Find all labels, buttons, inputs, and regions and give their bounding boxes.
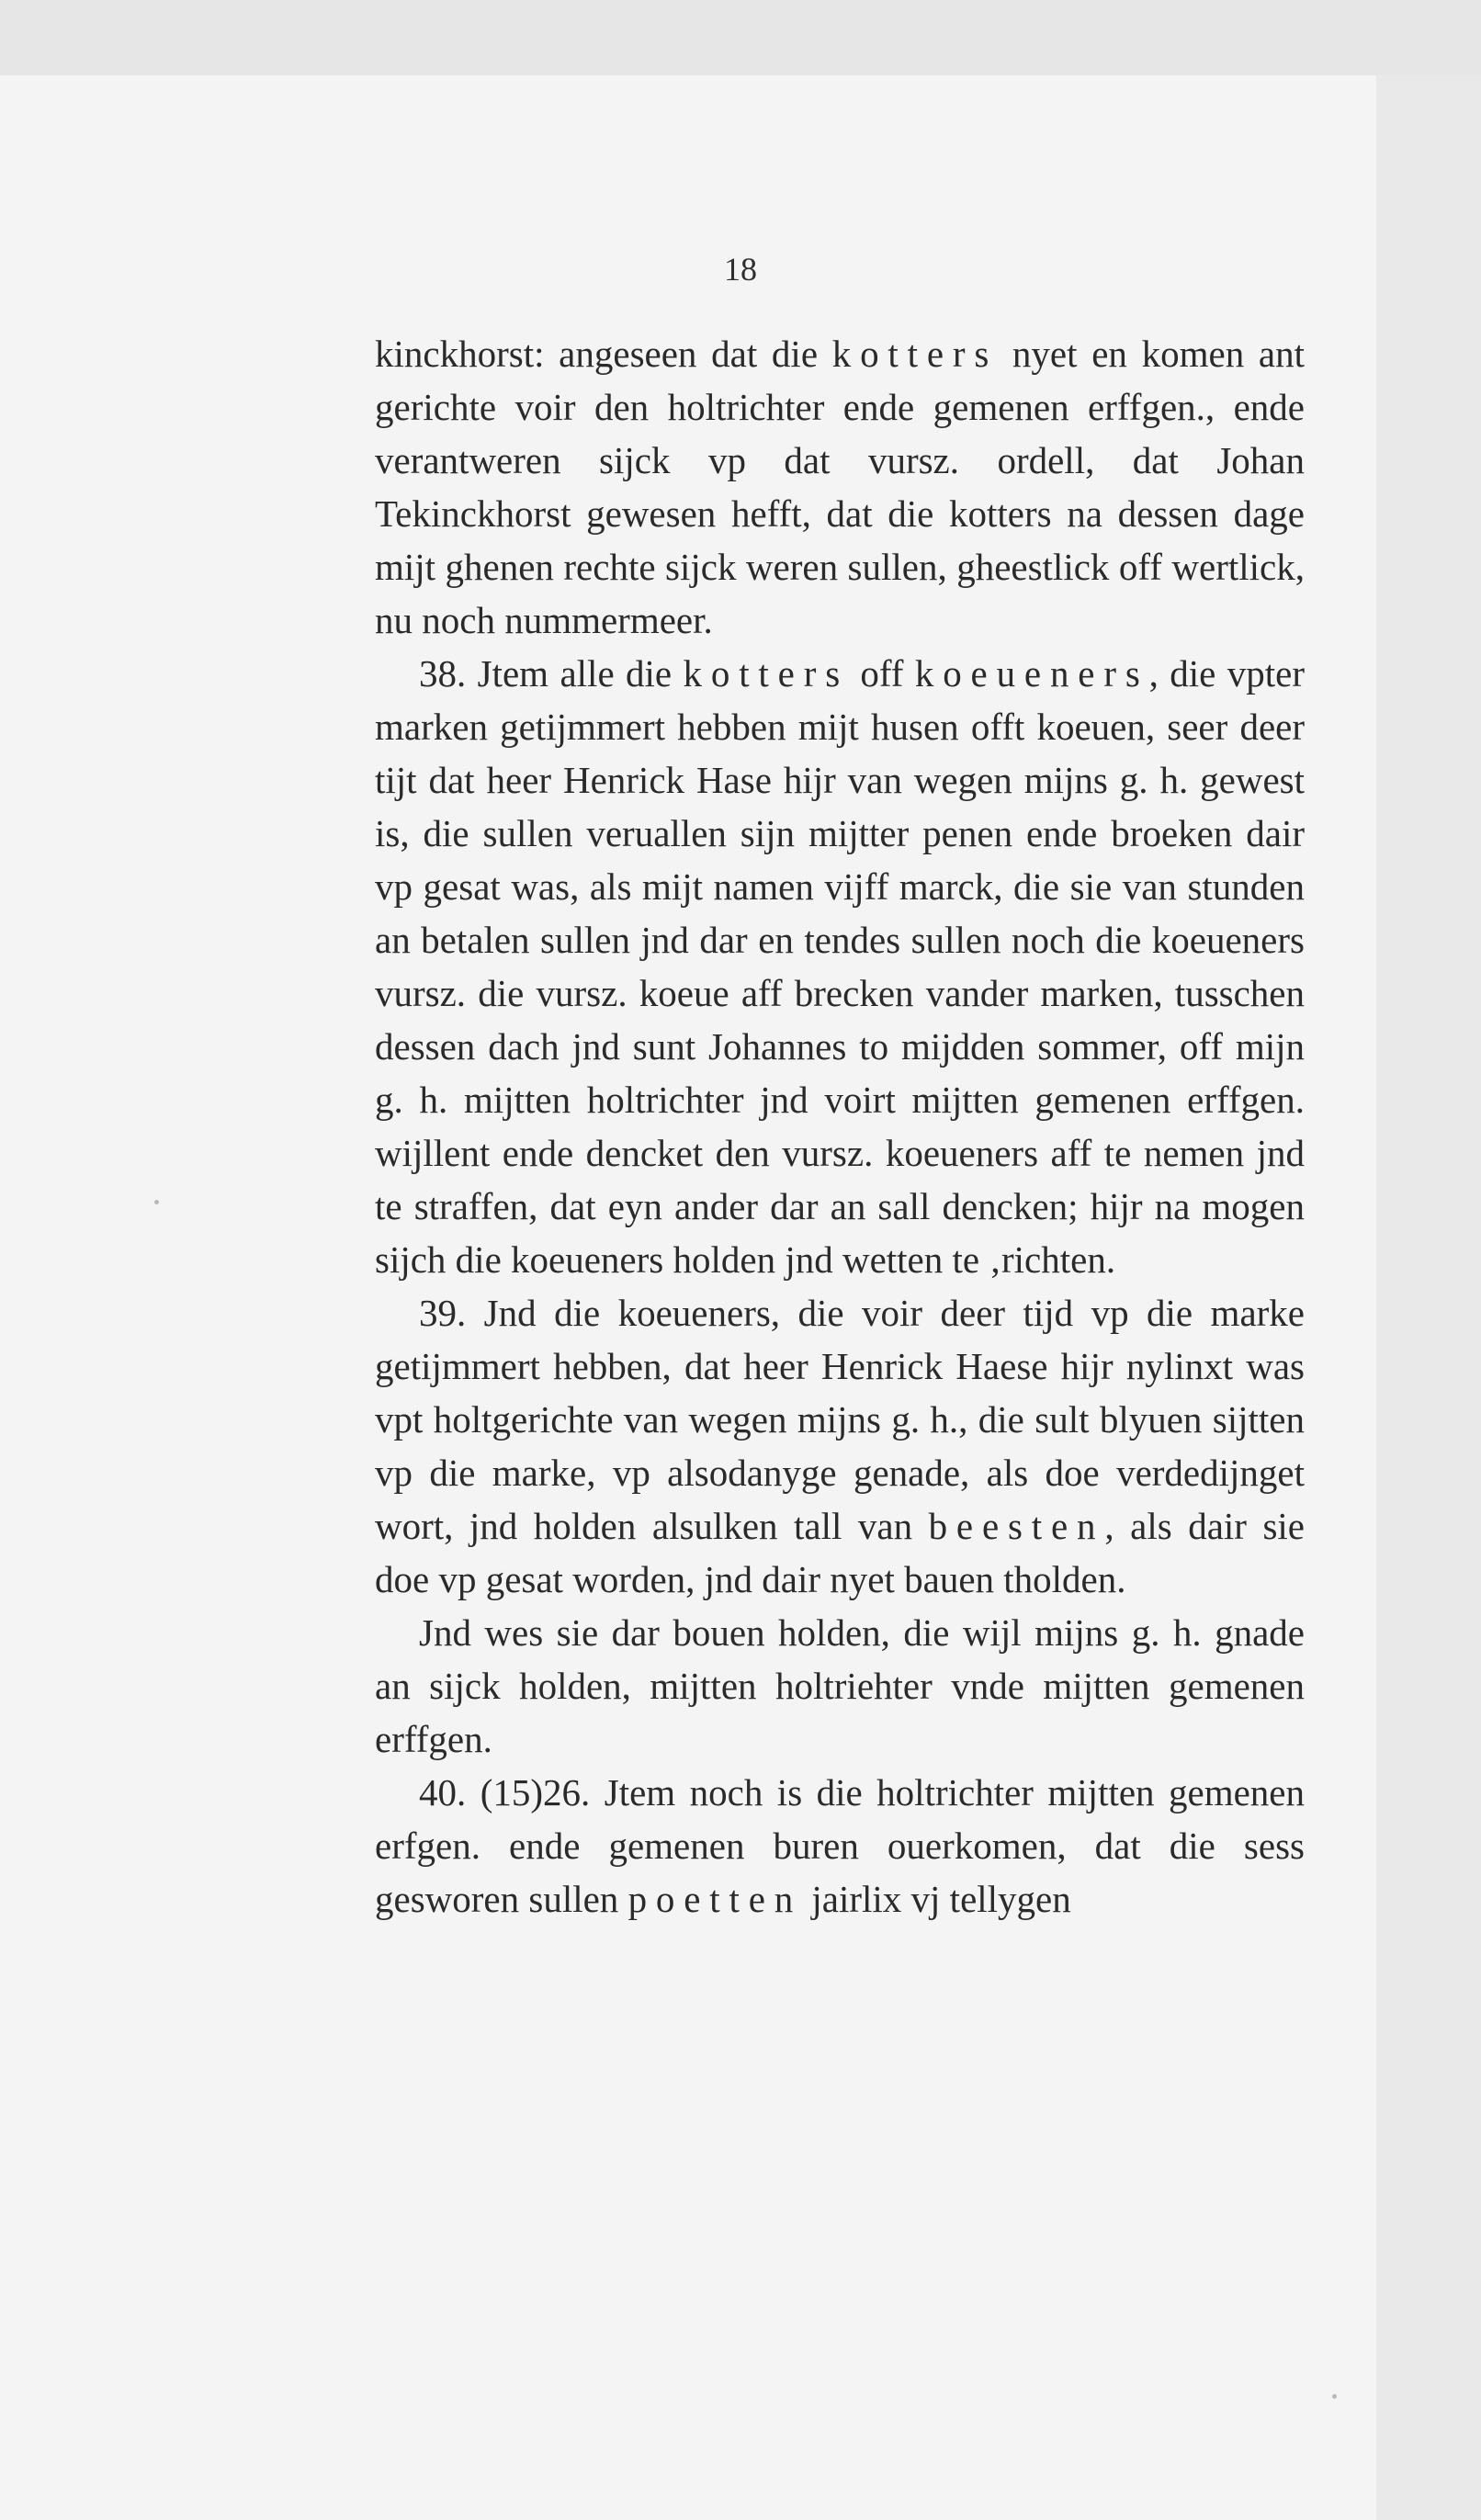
spaced-word: poetten <box>627 1878 803 1920</box>
paragraph-39: 39. Jnd die koeueners, die voir deer tijd vp die marke getijmmert hebben, dat heer Henrick Haese hijr nylinxt was vpt holtgerichte van wegen mijns g. h., die sult blyuen sijtten vp die marke, vp alsodanyge genade, als doe verdedijnget wort, jnd holden alsulken tall van beesten, als dair sie doe vp gesat worden, jnd dair nyet bauen tholden. <box>375 1292 1305 1600</box>
scan-speck <box>1332 2394 1337 2399</box>
scan-top-band <box>0 0 1481 75</box>
paragraph-38: 38. Jtem alle die kotters off koeueners, die vpter marken getijmmert hebben mijt husen offt koeuen, seer deer tijt dat heer Henrick Hase hijr van wegen mijns g. h. gewest is, die sullen veruallen sijn mijtter penen ende broeken dair vp gesat was, als mijt namen vijff marck, die sie van stunden an betalen sullen jnd dar en tendes sullen noch die koeueners vursz. die vursz. koeue aff brecken vander marken, tusschen dessen dach jnd sunt Johannes to mijdden sommer, off mijn g. h. mijtten holtrichter jnd voirt mijtten gemenen erffgen. wijllent ende dencket den vursz. koeueners aff te nemen jnd te straffen, dat eyn ander dar an sall dencken; hijr na mogen sijch die koeueners holden jnd wetten te ‚richten. <box>375 652 1305 1281</box>
paragraph-40: 40. (15)26. Jtem noch is die holtrichter mijtten gemenen erfgen. ende gemenen buren ouerkomen, dat die sess gesworen sullen poetten jairlix vj tellygen <box>375 1771 1305 1920</box>
spaced-word: koeueners <box>914 652 1149 695</box>
spaced-word: beesten <box>928 1505 1105 1547</box>
spaced-word: kotters <box>831 333 999 375</box>
spaced-word: kotters <box>683 652 849 695</box>
scan-speck <box>154 1200 159 1204</box>
scan-right-margin <box>1376 75 1481 2520</box>
body-text <box>375 327 1305 1926</box>
page-number: 18 <box>724 251 757 288</box>
paragraph-39-cont: Jnd wes sie dar bouen holden, die wijl mijns g. h. gnade an sijck holden, mijtten holtriehter vnde mijtten gemenen erffgen. <box>375 1611 1305 1760</box>
paragraph-1: kinckhorst: angeseen dat die kotters nyet en komen ant gerichte voir den holtrichter ende gemenen erffgen., ende verantweren sijck vp dat vursz. ordell, dat Johan Tekinckhorst gewesen hefft, dat die kotters na dessen dage mijt ghenen rechte sijck weren sullen, gheestlick off wertlick, nu noch nummermeer. <box>375 333 1306 641</box>
